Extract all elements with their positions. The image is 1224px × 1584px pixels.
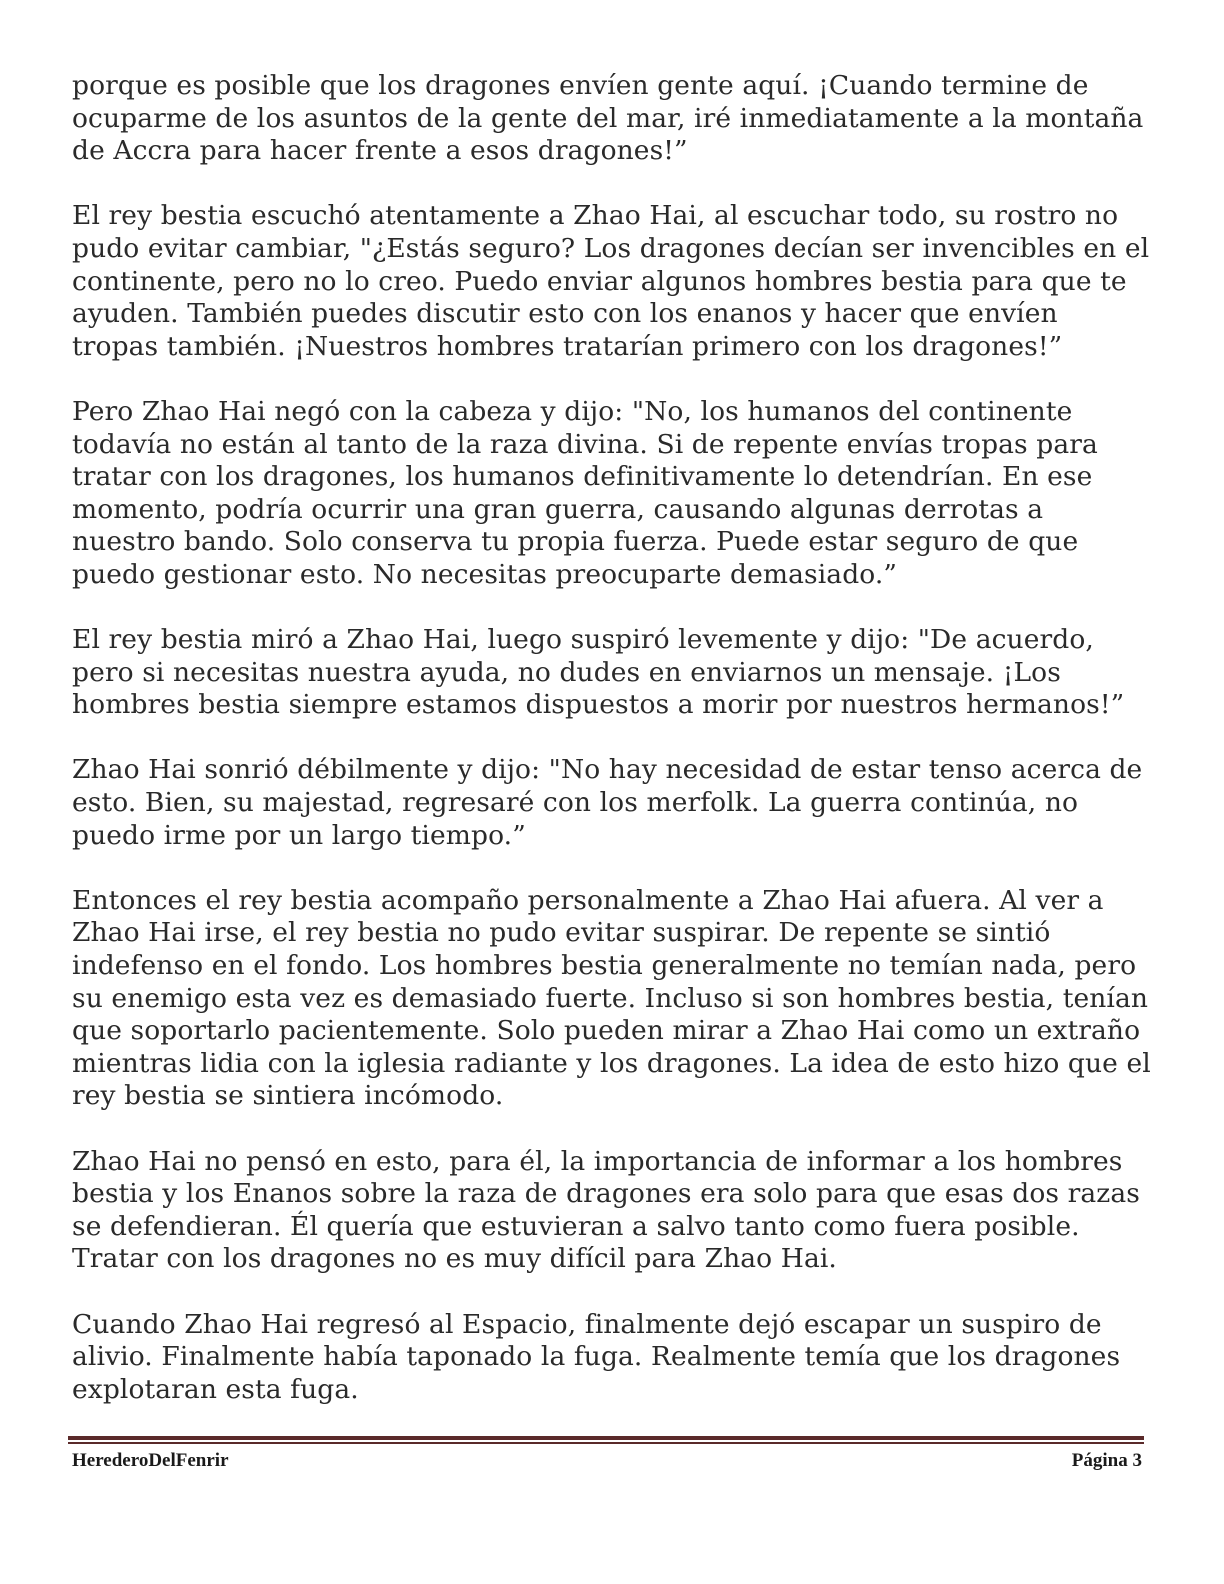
paragraph-4: El rey bestia miró a Zhao Hai, luego suspiró levemente y dijo: "De acuerdo, pero si necesitas nuestra ayuda, no dudes en enviarnos un mensaje. ¡Los hombres bestia siempre estamos dispuestos a morir por nuestros hermanos!”: [72, 624, 1125, 721]
footer-page-number: Página 3: [1071, 1450, 1142, 1471]
footer-rule: [68, 1436, 1144, 1444]
paragraph-8: Cuando Zhao Hai regresó al Espacio, finalmente dejó escapar un suspiro de alivio. Finalmente había taponado la fuga. Realmente temía que los dragones explotaran esta fuga.: [72, 1308, 1121, 1405]
paragraph-5: Zhao Hai sonrió débilmente y dijo: "No hay necesidad de estar tenso acerca de esto. Bien, su majestad, regresaré con los merfolk. La guerra continúa, no puedo irme por un largo tiempo.”: [72, 754, 1143, 851]
footer-rule-thin: [68, 1442, 1144, 1444]
footer-author: HerederoDelFenrir: [72, 1450, 229, 1471]
paragraph-1: porque es posible que los dragones envíen gente aquí. ¡Cuando termine de ocuparme de los asuntos de la gente del mar, iré inmediatamente a la montaña de Accra para hacer frente a esos dragones!”: [72, 70, 1144, 167]
body-text: [72, 70, 1152, 1439]
footer-rule-thick: [68, 1436, 1144, 1440]
paragraph-3: Pero Zhao Hai negó con la cabeza y dijo: "No, los humanos del continente todavía no están al tanto de la raza divina. Si de repente envías tropas para tratar con los dragones, los humanos definitivamente lo detendrían. En ese momento, podría ocurrir una gran guerra, causando algunas derrotas a nuestro bando. Solo conserva tu propia fuerza. Puede estar seguro de que puedo gestionar esto. No necesitas preocuparte demasiado.”: [72, 395, 1098, 590]
paragraph-7: Zhao Hai no pensó en esto, para él, la importancia de informar a los hombres bestia y los Enanos sobre la raza de dragones era solo para que esas dos razas se defendieran. Él quería que estuvieran a salvo tanto como fuera posible. Tratar con los dragones no es muy difícil para Zhao Hai.: [72, 1145, 1140, 1275]
paragraph-6: Entonces el rey bestia acompaño personalmente a Zhao Hai afuera. Al ver a Zhao Hai irse, el rey bestia no pudo evitar suspirar. De repente se sintió indefenso en el fondo. Los hombres bestia generalmente no temían nada, pero su enemigo esta vez es demasiado fuerte. Incluso si son hombres bestia, tenían que soportarlo pacientemente. Solo pueden mirar a Zhao Hai como un extraño mientras lidia con la iglesia radiante y los dragones. La idea de esto hizo que el rey bestia se sintiera incómodo.: [72, 884, 1151, 1112]
paragraph-2: El rey bestia escuchó atentamente a Zhao Hai, al escuchar todo, su rostro no pudo evitar cambiar, "¿Estás seguro? Los dragones decían ser invencibles en el continente, pero no lo creo. Puedo enviar algunos hombres bestia para que te ayuden. También puedes discutir esto con los enanos y hacer que envíen tropas también. ¡Nuestros hombres tratarían primero con los dragones!”: [72, 200, 1150, 362]
